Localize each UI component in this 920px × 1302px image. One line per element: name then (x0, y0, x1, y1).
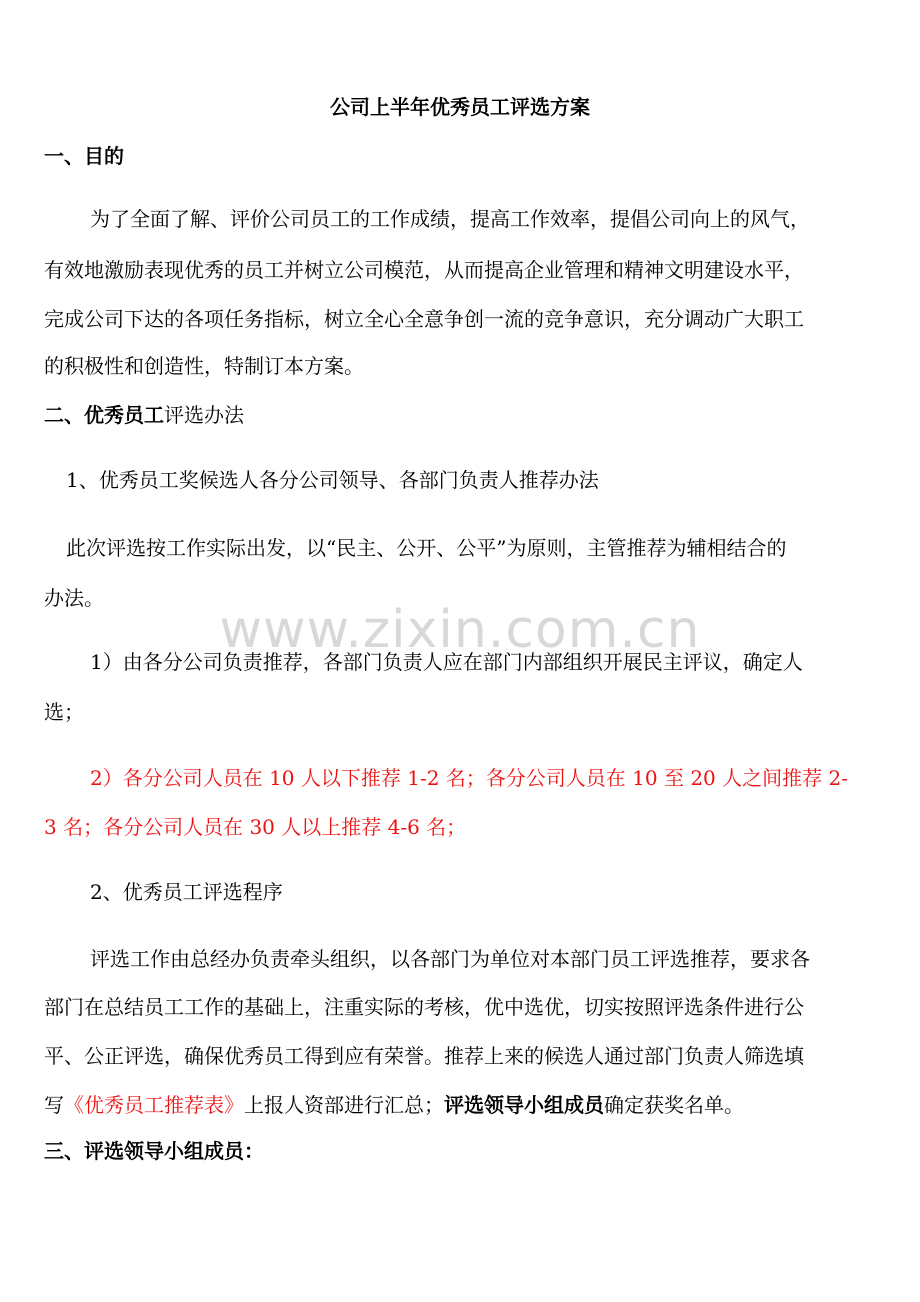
paragraph-2-line-2: 办法。 (44, 586, 104, 610)
recommendation-form-title: 《优秀员工推荐表》 (64, 1093, 244, 1117)
item-1: 1、优秀员工奖候选人各分公司领导、各部门负责人推荐办法 (66, 468, 599, 492)
item-2: 2、优秀员工评选程序 (90, 880, 283, 904)
p3-l4-a: 写 (44, 1093, 64, 1117)
paragraph-1-line-2: 有效地激励表现优秀的员工并树立公司模范，从而提高企业管理和精神文明建设水平， (44, 258, 804, 282)
subitem-1-line-2: 选； (44, 700, 84, 724)
section-1-heading: 一、目的 (44, 144, 124, 168)
section-3-heading: 三、评选领导小组成员： (44, 1139, 264, 1163)
paragraph-3-line-2: 部门在总结员工工作的基础上，注重实际的考核，优中选优，切实按照评选条件进行公 (44, 995, 804, 1019)
paragraph-3-line-1: 评选工作由总经办负责牵头组织，以各部门为单位对本部门员工评选推荐，要求各 (90, 947, 810, 971)
document-title: 公司上半年优秀员工评选方案 (330, 95, 590, 119)
p3-l4-c: 确定获奖名单。 (604, 1093, 744, 1117)
paragraph-3-line-3: 平、公正评选，确保优秀员工得到应有荣誉。推荐上来的候选人通过部门负责人筛选填 (44, 1044, 804, 1068)
paragraph-3-line-4 (44, 1095, 744, 1115)
subitem-1-line-1: 1）由各分公司负责推荐，各部门负责人应在部门内部组织开展民主评议，确定人 (90, 650, 803, 674)
paragraph-1-line-1: 为了全面了解、评价公司员工的工作成绩，提高工作效率，提倡公司向上的风气， (90, 207, 810, 231)
paragraph-1-line-3: 完成公司下达的各项任务指标，树立全心全意争创一流的竞争意识，充分调动广大职工 (44, 307, 804, 331)
section-2-heading (44, 405, 244, 425)
watermark: www.zixin.com.cn (219, 600, 701, 660)
p3-l4-b: 上报人资部进行汇总； (244, 1093, 444, 1117)
paragraph-2-line-1: 此次评选按工作实际出发，以“民主、公开、公平”为原则，主管推荐为辅相结合的 (66, 536, 787, 560)
section-2-heading-rest: 评选办法 (164, 403, 244, 427)
subitem-2-line-2: 3 名；各分公司人员在 30 人以上推荐 4-6 名； (44, 815, 467, 839)
section-2-heading-bold: 二、优秀员工 (44, 403, 164, 427)
subitem-2-line-1: 2）各分公司人员在 10 人以下推荐 1-2 名；各分公司人员在 10 至 20 人之间推荐 2- (90, 766, 848, 790)
leadership-group-bold: 评选领导小组成员 (444, 1093, 604, 1117)
paragraph-1-line-4: 的积极性和创造性，特制订本方案。 (44, 354, 364, 378)
